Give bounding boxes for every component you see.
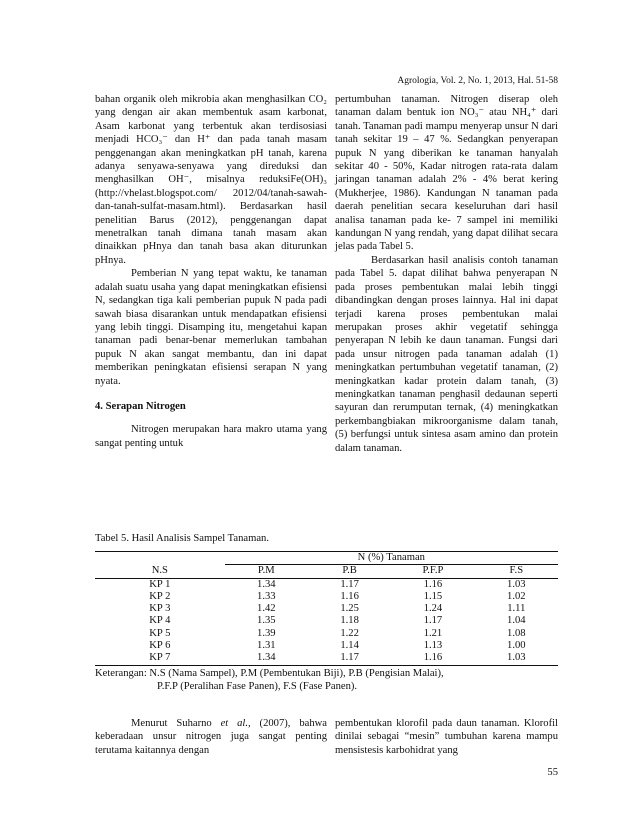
table-note	[95, 667, 558, 694]
column-header-ns: N.S	[151, 565, 168, 577]
column-header-pb: P.B	[308, 565, 391, 578]
table-row: KP 4 1.35 1.18 1.17 1.04	[149, 615, 526, 627]
table-row: KP 6 1.31 1.14 1.13 1.00	[149, 640, 526, 652]
left-paragraph-1: bahan organik oleh mikrobia akan menghasilkan CO₂ yang dengan air akan membentuk asam karbonat, Asam karbonat yang terbentuk akan terdisosiasi menjadi HCO₃⁻ dan H⁺ dan pada tanah masam penggenangan akan meningkatkan pH tanah, karena adanya senyawa-senyawa yang direduksi dan menghasilkan OH⁻, misalnya reduksiFe(OH)₃ (http://vhelast.blogspot.com/ 2012/04/tanah-sawah-dan-tanah-sulfat-masam.html). Berdasarkan hasil penelitian Barus (2012), penggenangan dapat menetralkan tanah dimana tanah masam akan dinaikkan pHnya dan tanah basa akan diturunkan pHnya.	[95, 94, 327, 266]
bottom-right-paragraph: pembentukan klorofil pada daun tanaman. Klorofil dinilai sebagai “mesin” tumbuhan karena mampu mensistesis karbohidrat yang	[335, 718, 558, 756]
table-row: KP 2 1.33 1.16 1.15 1.02	[149, 590, 526, 602]
page-number: 55	[547, 767, 558, 778]
et-al-citation: et al.,	[220, 718, 251, 729]
table-header-row	[95, 565, 558, 578]
right-paragraph-1: pertumbuhan tanaman. Nitrogen diserap oleh tanaman dalam bentuk ion NO₃⁻ atau NH₄⁺ dari tanah. Tanaman padi mampu menyerap unsur N dari tanah sekitar 19 – 47 %. Sedangkan penyerapan pupuk N yang diberikan ke tanaman hanyalah sekitar 40 - 50%, Kadar nitrogen rata-rata dalam jaringan tanaman adalah 2% - 4% berat kering (Mukherjee, 1986). Kandungan N tanaman pada daerah penelitian secara keseluruhan dari hasil analisa tanaman pada ke- 7 sampel ini memiliki kandungan N yang rendah, yang dapat dilihat secara jelas pada Tabel 5.	[335, 94, 558, 253]
results-table	[95, 551, 558, 666]
table-body	[95, 578, 558, 665]
right-paragraph-2: Berdasarkan hasil analisis contoh tanaman pada Tabel 5. dapat dilihat bahwa penyerapan N pada proses pembentukan malai lebih tinggi dibandingkan dengan proses lainnya. Hal ini dapat terjadi karena proses pembentukan malai merupakan proses akhir vegetatif sehingga penyerapan N lebih ke daun tanaman. Fungsi dari pada unsur nitrogen pada tanaman adalah (1) meningkatkan pertumbuhan vegetatif tanaman, (2) meningkatkan kadar protein dalam tanah, (3) meningkatkan tanaman penghasil dedaunan seperti sayuran dan rerumputan ternak, (4) meningkatkan perkembangbiakan mikroorganisme dalam tanah, (5) berfungsi untuk sintesa asam amino dan protein dalam tanaman.	[335, 254, 558, 454]
bottom-left-paragraph: Menurut Suharno et al., (2007), bahwa keberadaan unsur nitrogen juga sangat penting terutama kaitannya dengan	[95, 718, 327, 756]
table-note-line-1: Keterangan: N.S (Nama Sampel), P.M (Pembentukan Biji), P.B (Pengisian Malai),	[95, 667, 444, 679]
table-container	[95, 551, 558, 693]
table-row: KP 3 1.42 1.25 1.24 1.11	[149, 603, 526, 615]
column-header-fs: F.S	[475, 565, 558, 578]
table-group-header-row	[95, 552, 558, 565]
left-column	[95, 93, 327, 450]
section-heading: 4. Serapan Nitrogen	[95, 400, 186, 412]
table-group-header: N (%) Tanaman	[357, 552, 425, 563]
table-note-line-2: P.F.P (Peralihan Fase Panen), F.S (Fase Panen).	[157, 681, 358, 693]
running-header: Agrologia, Vol. 2, No. 1, 2013, Hal. 51-58	[397, 76, 558, 86]
right-column	[335, 93, 558, 455]
table-caption: Tabel 5. Hasil Analisis Sampel Tanaman.	[95, 533, 269, 544]
column-header-pfp: P.F.P	[391, 565, 474, 578]
table-row: KP 5 1.39 1.22 1.21 1.08	[149, 627, 526, 639]
left-paragraph-3: Nitrogen merupakan hara makro utama yang sangat penting untuk	[95, 424, 327, 449]
column-header-pm: P.M	[225, 565, 308, 578]
bottom-right-column	[335, 717, 558, 757]
table-row: KP 1 1.34 1.17 1.16 1.03	[95, 578, 558, 591]
table-row: KP 7 1.34 1.17 1.16 1.03	[95, 652, 558, 665]
bottom-left-column	[95, 717, 327, 757]
left-paragraph-2: Pemberian N yang tepat waktu, ke tanaman adalah suatu usaha yang dapat meningkatkan efisiensi N, sedangkan tiga kali pemberian pupuk N pada padi sawah biasa disarankan untuk mendapatkan efisiensi yang lebih tinggi. Disamping itu, mengetahui kapan tanaman padi benar-benar memerlukan tambahan pupuk N akan sangat membantu, dan ini dapat memberikan peningkatan efisiensi serapan N yang nyata.	[95, 268, 327, 387]
